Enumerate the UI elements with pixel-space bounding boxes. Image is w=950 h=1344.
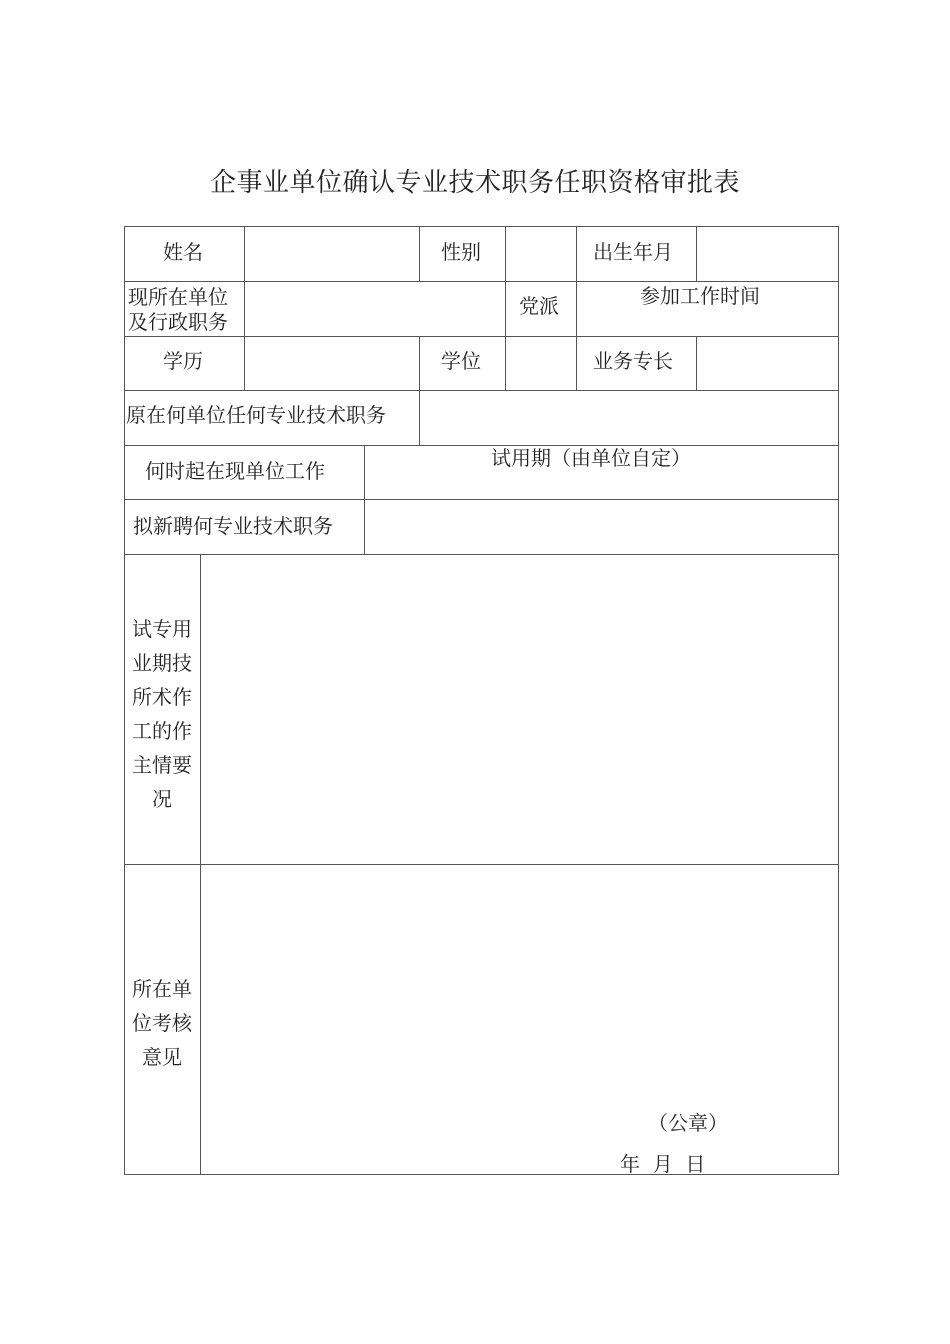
table-border-bottom: [124, 1174, 839, 1175]
label-unit-line2: 及行政职务: [128, 310, 228, 334]
label-birth: 出生年月: [593, 240, 673, 264]
label-line: 业期技: [132, 651, 192, 675]
label-gender: 性别: [441, 240, 481, 264]
education-field[interactable]: [245, 337, 418, 389]
label-line: 意见: [142, 1045, 182, 1069]
birth-field[interactable]: [697, 227, 837, 280]
col-divider: [419, 226, 420, 281]
gender-field[interactable]: [506, 227, 575, 280]
label-probation: 试用期（由单位自定）: [491, 446, 691, 470]
label-unit-line1: 现所在单位: [128, 285, 228, 309]
col-divider: [576, 336, 577, 390]
label-line: 所术作: [132, 685, 192, 709]
label-line: 试专用: [132, 617, 192, 641]
col-divider: [576, 281, 577, 336]
date-label: 年 月 日: [620, 1152, 706, 1176]
label-work-summary: [127, 612, 197, 816]
unit-field[interactable]: [245, 282, 504, 335]
label-work-start: 参加工作时间: [640, 284, 760, 308]
seal-label: （公章）: [648, 1111, 728, 1135]
col-divider: [505, 281, 506, 336]
work-summary-field[interactable]: [201, 555, 837, 863]
table-border-left: [124, 226, 125, 1175]
row-divider: [124, 445, 839, 446]
label-opinion: [127, 972, 197, 1074]
label-line: 况: [152, 787, 172, 811]
label-line: 位考核: [132, 1011, 192, 1035]
new-position-field[interactable]: [365, 500, 837, 553]
label-original-position: 原在何单位任何专业技术职务: [126, 403, 386, 427]
col-divider: [576, 226, 577, 281]
label-line: 主情要: [132, 753, 192, 777]
label-name: 姓名: [163, 240, 203, 264]
label-new-position: 拟新聘何专业技术职务: [133, 514, 333, 538]
label-specialty: 业务专长: [593, 349, 673, 373]
table-border-right: [838, 226, 839, 1175]
original-position-field[interactable]: [420, 391, 837, 444]
label-line: 工的作: [132, 719, 192, 743]
page-title: 企事业单位确认专业技术职务任职资格审批表: [209, 168, 740, 198]
label-line: 所在单: [132, 977, 192, 1001]
label-party: 党派: [519, 294, 559, 318]
name-field[interactable]: [245, 227, 418, 280]
label-degree: 学位: [441, 349, 481, 373]
label-start-time: 何时起在现单位工作: [145, 459, 325, 483]
col-divider: [419, 336, 420, 390]
degree-field[interactable]: [506, 337, 575, 389]
label-education: 学历: [163, 349, 203, 373]
opinion-field[interactable]: [201, 865, 837, 1105]
specialty-field[interactable]: [697, 337, 837, 389]
